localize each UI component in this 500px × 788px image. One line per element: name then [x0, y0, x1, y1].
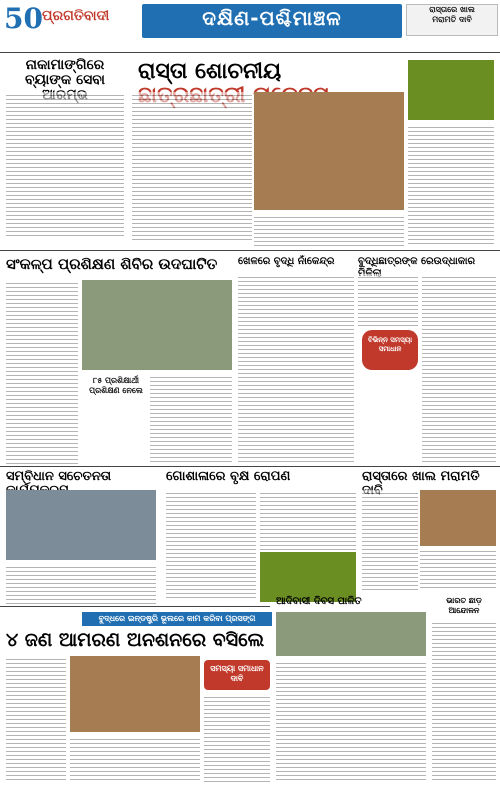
road-photo	[254, 92, 404, 210]
article-text	[254, 214, 404, 248]
row-divider	[0, 606, 270, 607]
newspaper-name: ପ୍ରଗତିବାଦୀ	[42, 8, 110, 24]
students-photo	[408, 60, 494, 120]
article-text	[362, 490, 418, 590]
article-text	[6, 564, 156, 604]
row-divider	[0, 250, 500, 251]
article-text	[132, 92, 252, 242]
headline-road-repair: ରାସ୍ତାରେ ଖାଲ ମରାମତି	[362, 469, 480, 484]
article-text	[432, 620, 496, 780]
article-text	[276, 660, 426, 782]
article-text	[422, 274, 496, 464]
headline-bank-service: ନାକାମାଙ୍ଗିରେ ବ୍ୟାଙ୍କ ସେବା	[25, 57, 105, 88]
side-promo-top: ରାସ୍ତାରେ ଖାଲ	[429, 5, 475, 14]
article-text	[6, 656, 66, 782]
article-text	[408, 124, 494, 246]
road-pothole-photo	[420, 490, 496, 546]
headline-student-award: ବୁଦ୍ଧିଛାତ୍ରଙ୍କ ରେଉଦ୍ଧାକାର	[358, 256, 476, 267]
headline-quit-india: ଭାରତ ଛାଡ଼ ଆନ୍ଦୋଳନ	[446, 596, 482, 615]
anniversary-logo: 50	[4, 2, 43, 35]
headline-sports-centre: ଖେଳରେ ବୃଦ୍ଧି ନାଁକେନ୍ଦ୍ର	[238, 256, 335, 267]
headline-constitution-awareness: ସମ୍ବିଧାନ ସଚେତନତା	[6, 469, 112, 484]
article-text	[150, 374, 232, 464]
training-caption: ୮୫ ପ୍ରଶିକ୍ଷାର୍ଥୀ ପ୍ରଶିକ୍ଷଣ ନେଲେ	[89, 376, 143, 395]
article-text	[70, 736, 200, 782]
headline-main-part-a: ରାସ୍ତା ଶୋଚନୀୟ	[138, 59, 282, 84]
training-group-photo	[82, 280, 232, 370]
side-promo-bottom: ମରାମତି ଦାବି	[432, 15, 472, 24]
article-text	[260, 490, 356, 550]
headline-hunger-strike: ୪ ଜଣ ଆମରଣ ଅନଶନରେ ବସିଲେ	[6, 629, 265, 651]
hunger-strike-photo	[70, 656, 200, 732]
article-text	[6, 280, 78, 464]
article-text	[204, 694, 270, 782]
dedicated-caption: ବିଭିନ୍ନ ସମସ୍ୟା ସମାଧାନ	[362, 330, 418, 370]
article-text	[166, 490, 256, 600]
side-promo-box	[406, 4, 498, 36]
constitution-photo	[6, 490, 156, 560]
row-divider	[0, 466, 500, 467]
article-text	[6, 92, 124, 236]
headline-tree-plantation: ଗୋଶାଳାରେ ବୃକ୍ଷ ରୋପଣ	[166, 469, 291, 484]
article-text	[238, 274, 354, 464]
demand-side-box: ସମସ୍ୟା ସମାଧାନ ଦାବି	[204, 660, 270, 690]
plantation-photo	[260, 552, 356, 602]
article-text	[420, 548, 496, 590]
section-title: ଦକ୍ଷିଣ-ପଶ୍ଚିମାଞ୍ଚଳ	[202, 6, 342, 30]
tribal-day-photo	[276, 612, 426, 656]
strip-headline: ବୁଦ୍ଧରେ ଇନ୍‌ଡଷ୍ଟ୍ରି ଭୂଲରେ କାମ କରିବା ପ୍ରସଙ୍ଗ	[82, 612, 272, 626]
headline-tribal-day: ଆଦିବାସୀ ଦିବସ ପାଳିତ	[276, 596, 362, 607]
article-text	[358, 274, 418, 328]
masthead-divider	[0, 52, 500, 53]
headline-training-camp: ସଂକଳ୍ପ ପ୍ରଶିକ୍ଷଣ ଶିବିର ଉଦଘାଟିତ	[6, 255, 218, 273]
